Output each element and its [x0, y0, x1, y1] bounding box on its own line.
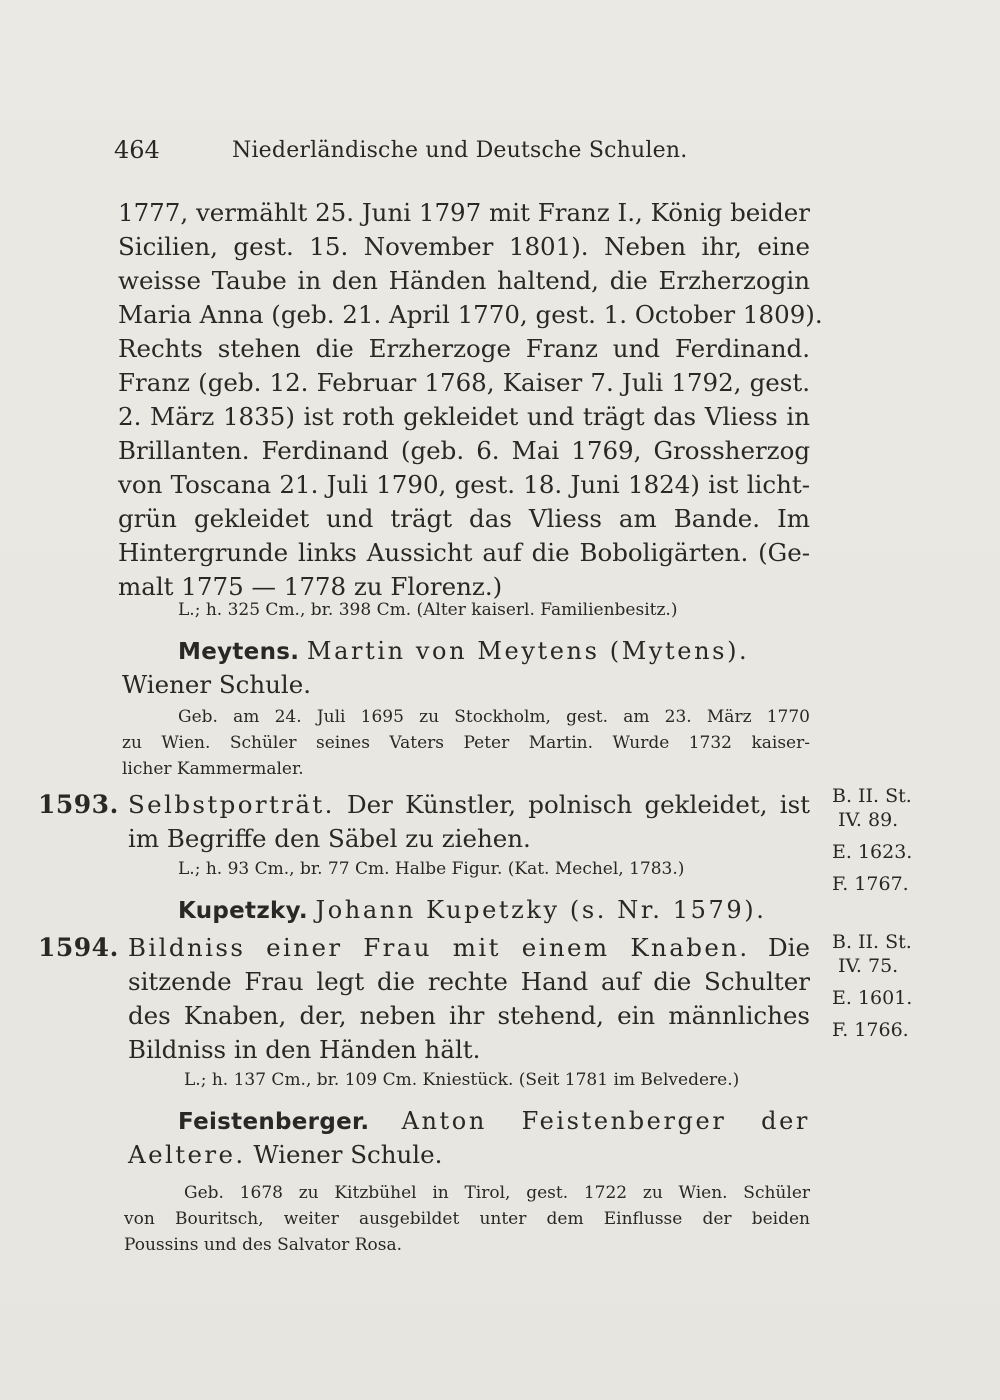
intro-line: Brillanten. Ferdinand (geb. 6. Mai 1769, Grossherzog — [118, 436, 810, 465]
entry-title: Bildniss einer Frau mit einem Knaben. — [128, 933, 750, 962]
artist-name: Kupetzky. — [178, 898, 308, 924]
intro-line: Sicilien, gest. 15. November 1801). Neben ihr, eine — [118, 232, 810, 261]
running-title: Niederländische und Deutsche Schulen. — [232, 138, 688, 163]
entry-details: L.; h. 137 Cm., br. 109 Cm. Kniestück. (Seit 1781 im Belvedere.) — [184, 1070, 740, 1090]
margin-ref: F. 1767. — [832, 873, 909, 895]
entry-details: L.; h. 93 Cm., br. 77 Cm. Halbe Figur. (Kat. Mechel, 1783.) — [178, 859, 685, 879]
artist-bio-line: Geb. am 24. Juli 1695 zu Stockholm, gest. am 23. März 1770 — [178, 707, 810, 727]
margin-ref: F. 1766. — [832, 1019, 909, 1041]
artist-full-name-cont: Aeltere. — [128, 1140, 246, 1169]
artist-name: Meytens. — [178, 639, 300, 665]
artist-bio-line: von Bouritsch, weiter ausgebildet unter dem Einflusse der beiden — [124, 1209, 810, 1229]
entry-line: im Begriffe den Säbel zu ziehen. — [128, 824, 531, 853]
entry-line — [128, 931, 810, 965]
entry-line: sitzende Frau legt die rechte Hand auf die Schulter — [128, 967, 810, 996]
intro-line: Hintergrunde links Aussicht auf die Boboligärten. (Ge- — [118, 538, 810, 567]
artist-full-name: Anton Feistenberger der — [401, 1107, 810, 1135]
catalogue-number: 1594. — [38, 933, 119, 962]
entry-text: Die — [768, 933, 810, 962]
entry-line: des Knaben, der, neben ihr stehend, ein männliches — [128, 1001, 810, 1030]
artist-name: Feistenberger. — [178, 1109, 370, 1135]
entry-line: Bildniss in den Händen hält. — [128, 1035, 481, 1064]
margin-ref: B. II. St. — [832, 785, 912, 807]
intro-details: L.; h. 325 Cm., br. 398 Cm. (Alter kaiserl. Familienbesitz.) — [178, 600, 678, 620]
page-header — [114, 136, 714, 176]
entry-text: Der Künstler, polnisch gekleidet, ist — [347, 790, 810, 819]
margin-references — [832, 784, 942, 896]
artist-heading-kupetzky — [178, 893, 810, 928]
margin-ref: E. 1623. — [832, 841, 913, 863]
artist-school: Wiener Schule. — [253, 1140, 443, 1169]
artist-heading-feistenberger — [178, 1104, 810, 1139]
artist-bio-line: zu Wien. Schüler seines Vaters Peter Martin. Wurde 1732 kaiser- — [122, 733, 810, 753]
margin-ref: E. 1601. — [832, 987, 913, 1009]
margin-ref: IV. 89. — [838, 809, 899, 831]
entry-title: Selbstporträt. — [128, 790, 335, 819]
intro-line: malt 1775 — 1778 zu Florenz.) — [118, 572, 503, 601]
artist-bio-line: Geb. 1678 zu Kitzbühel in Tirol, gest. 1722 zu Wien. Schüler — [184, 1183, 810, 1203]
entry-line — [128, 788, 810, 822]
intro-line: von Toscana 21. Juli 1790, gest. 18. Juni 1824) ist licht- — [118, 470, 810, 499]
margin-references — [832, 930, 942, 1042]
intro-line: Maria Anna (geb. 21. April 1770, gest. 1. October 1809). — [118, 300, 823, 329]
artist-heading-cont — [128, 1138, 820, 1172]
artist-bio-line: Poussins und des Salvator Rosa. — [124, 1235, 403, 1255]
intro-line: 1777, vermählt 25. Juni 1797 mit Franz I., König beider — [118, 198, 810, 227]
artist-full-name: Johann Kupetzky (s. Nr. 1579). — [315, 896, 767, 924]
intro-line: Franz (geb. 12. Februar 1768, Kaiser 7. Juli 1792, gest. — [118, 368, 810, 397]
page-number: 464 — [114, 136, 160, 164]
artist-heading-meytens — [178, 634, 810, 669]
margin-ref: IV. 75. — [838, 955, 899, 977]
intro-line: 2. März 1835) ist roth gekleidet und trägt das Vliess in — [118, 402, 810, 431]
intro-line: weisse Taube in den Händen haltend, die Erzherzogin — [118, 266, 810, 295]
margin-ref: B. II. St. — [832, 931, 912, 953]
artist-school: Wiener Schule. — [122, 670, 312, 699]
artist-bio-line: licher Kammermaler. — [122, 759, 304, 779]
intro-line: Rechts stehen die Erzherzoge Franz und Ferdinand. — [118, 334, 810, 363]
intro-line: grün gekleidet und trägt das Vliess am Bande. Im — [118, 504, 810, 533]
artist-full-name: Martin von Meytens (Mytens). — [306, 637, 750, 665]
catalogue-number: 1593. — [38, 790, 119, 819]
